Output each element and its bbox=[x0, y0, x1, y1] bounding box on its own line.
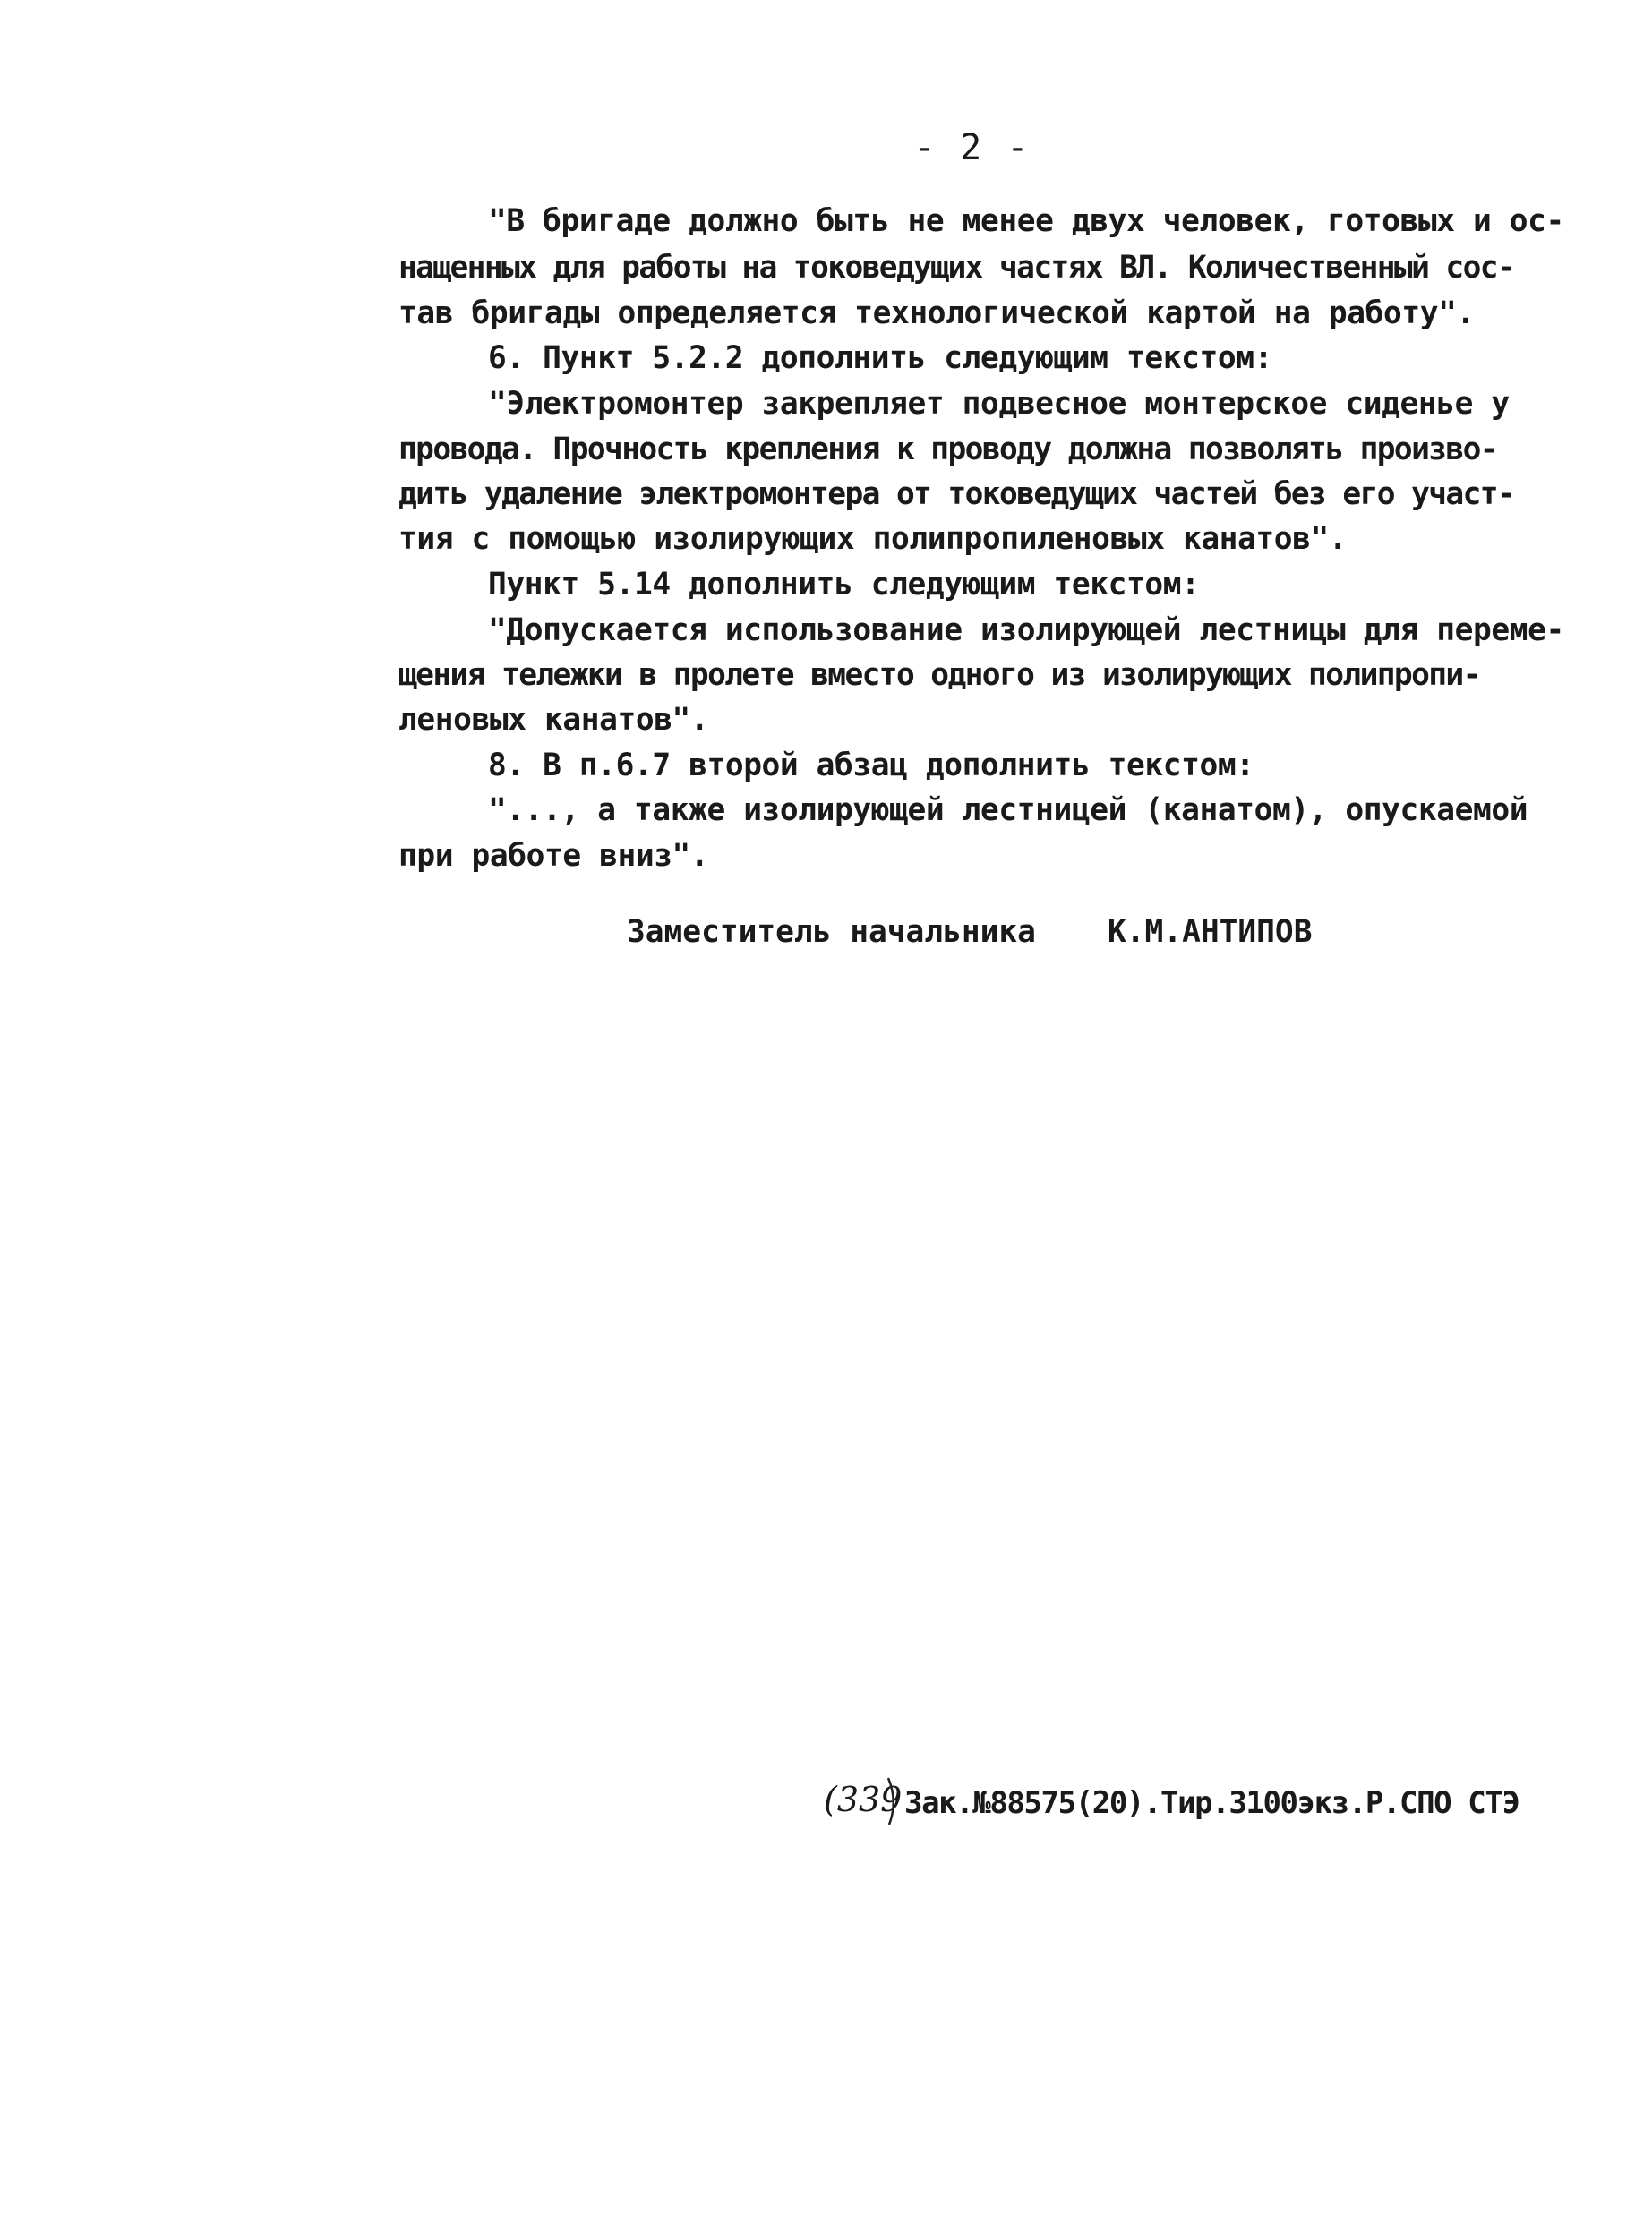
print-imprint: Зак.№88575(20).Тир.3100экз.Р.СПО СТЭ bbox=[904, 1785, 1519, 1821]
text-line-9: Пункт 5.14 дополнить следующим текстом: bbox=[488, 567, 1200, 603]
handwritten-order-code: (339 bbox=[824, 1780, 903, 1819]
text-line-14: "..., а также изолирующей лестницей (канатом), опускаемой bbox=[488, 792, 1528, 828]
page-number: - 2 - bbox=[913, 127, 1031, 168]
text-line-1: "В бригаде должно быть не менее двух человек, готовых и ос- bbox=[488, 203, 1564, 239]
text-line-5: "Электромонтер закрепляет подвесное монтерское сиденье у bbox=[488, 386, 1510, 422]
text-line-15: при работе вниз". bbox=[398, 838, 709, 874]
text-line-4: 6. Пункт 5.2.2 дополнить следующим текстом: bbox=[488, 340, 1272, 376]
text-line-3: тав бригады определяется технологической картой на работу". bbox=[398, 295, 1475, 331]
signature-name: К.М.АНТИПОВ bbox=[1108, 914, 1313, 950]
text-line-8: тия с помощью изолирующих полипропиленовых канатов". bbox=[398, 521, 1348, 557]
text-line-7: дить удаление электромонтера от токоведущих частей без его участ- bbox=[398, 476, 1515, 512]
text-line-2: нащенных для работы на токоведущих частях ВЛ. Количественный сос- bbox=[398, 250, 1515, 286]
text-line-13: 8. В п.6.7 второй абзац дополнить текстом: bbox=[488, 748, 1254, 783]
text-line-6: провода. Прочность крепления к проводу должна позволять произво- bbox=[398, 432, 1497, 467]
text-line-12: леновых канатов". bbox=[398, 702, 709, 738]
handwritten-bracket-icon bbox=[886, 1776, 899, 1826]
signature-title: Заместитель начальника bbox=[627, 914, 1036, 950]
text-line-10: "Допускается использование изолирующей лестницы для переме- bbox=[488, 612, 1564, 648]
text-line-11: щения тележки в пролете вместо одного из изолирующих полипропи- bbox=[398, 657, 1480, 693]
